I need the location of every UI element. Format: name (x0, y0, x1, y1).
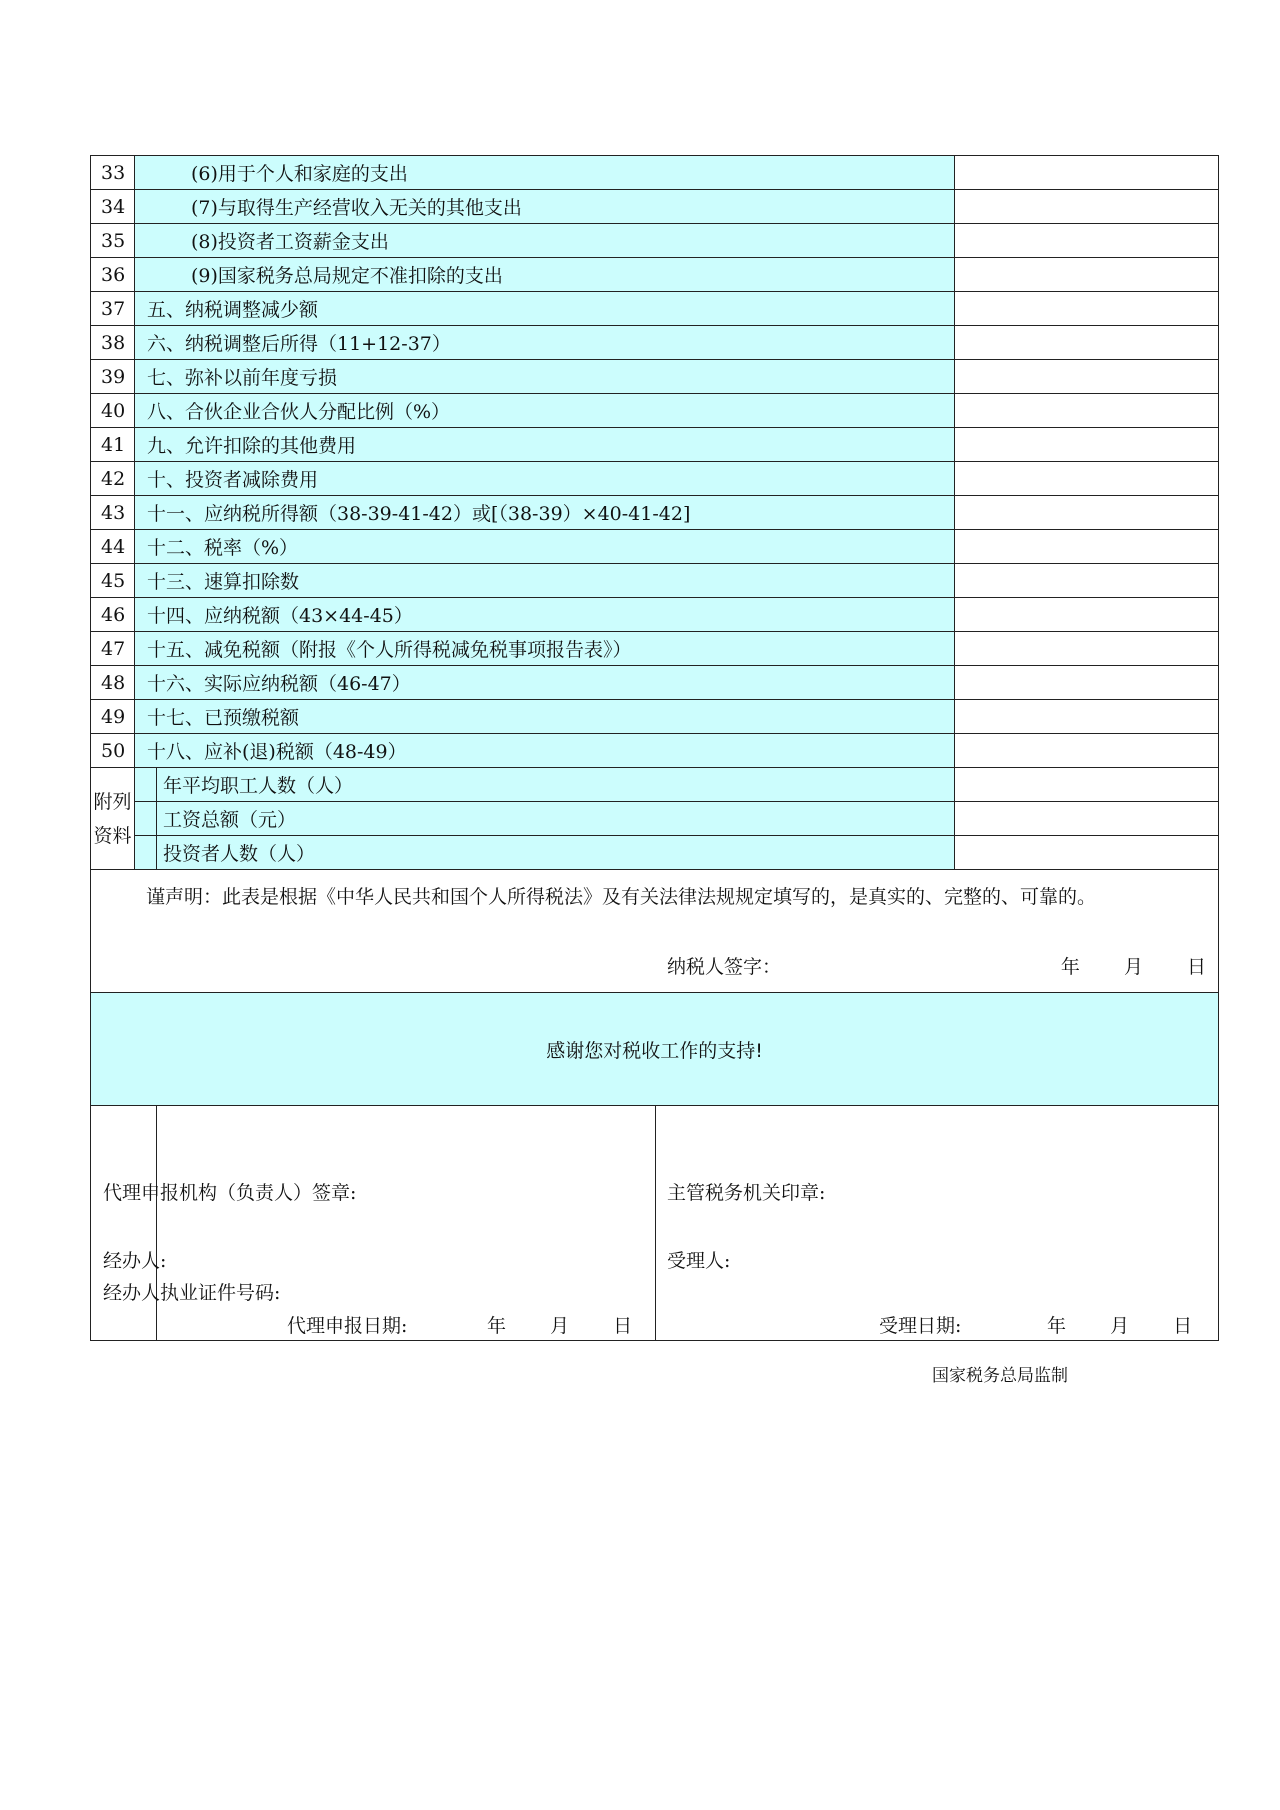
row-value-cell[interactable] (955, 564, 1219, 598)
day-label: 日 (1187, 956, 1207, 978)
row-value-cell[interactable] (955, 326, 1219, 360)
row-number: 42 (91, 462, 135, 496)
item-rows (91, 156, 1219, 768)
row-number: 36 (91, 258, 135, 292)
handler-cert-label: 经办人执业证件号码: (103, 1282, 281, 1304)
attached-label-2: 资料 (93, 824, 132, 847)
row-value-cell[interactable] (955, 666, 1219, 700)
row-value-cell[interactable] (955, 734, 1219, 768)
row-value-cell[interactable] (955, 428, 1219, 462)
table-row (91, 224, 1219, 258)
form-table (90, 155, 1219, 1341)
row-label: (7)与取得生产经营收入无关的其他支出 (135, 190, 955, 224)
tax-office-block (655, 1106, 1219, 1340)
attached-section (91, 768, 1219, 870)
row-label: 十一、应纳税所得额（38-39-41-42）或[（38-39）×40-41-42] (135, 496, 955, 530)
row-number: 50 (91, 734, 135, 768)
row-value-cell[interactable] (955, 292, 1219, 326)
tax-form (90, 155, 1218, 1341)
month-label: 月 (1110, 1315, 1130, 1337)
receiver-label: 受理人: (667, 1250, 731, 1272)
table-row (91, 394, 1219, 428)
table-row (91, 496, 1219, 530)
row-value-cell[interactable] (955, 258, 1219, 292)
day-label: 日 (613, 1315, 633, 1337)
row-number: 39 (91, 360, 135, 394)
attached-label-1: 附列 (93, 790, 132, 813)
table-row (91, 632, 1219, 666)
table-row (91, 190, 1219, 224)
row-number: 43 (91, 496, 135, 530)
attached-side-label (91, 768, 135, 870)
attached-spacer (135, 802, 157, 836)
row-value-cell[interactable] (955, 190, 1219, 224)
row-number: 34 (91, 190, 135, 224)
row-value-cell[interactable] (955, 360, 1219, 394)
row-label: (8)投资者工资薪金支出 (135, 224, 955, 258)
row-number: 49 (91, 700, 135, 734)
year-label: 年 (487, 1315, 507, 1337)
attached-value-cell[interactable] (955, 802, 1219, 836)
row-number: 48 (91, 666, 135, 700)
row-number: 47 (91, 632, 135, 666)
row-value-cell[interactable] (955, 496, 1219, 530)
row-value-cell[interactable] (955, 156, 1219, 190)
row-label: 十六、实际应纳税额（46-47） (135, 666, 955, 700)
row-number: 46 (91, 598, 135, 632)
row-label: 八、合伙企业合伙人分配比例（%） (135, 394, 955, 428)
row-number: 41 (91, 428, 135, 462)
row-label: (6)用于个人和家庭的支出 (135, 156, 955, 190)
row-number: 35 (91, 224, 135, 258)
row-label: 五、纳税调整减少额 (135, 292, 955, 326)
table-row (91, 598, 1219, 632)
declaration-section (91, 870, 1219, 1341)
agent-block (91, 1106, 656, 1340)
row-value-cell[interactable] (955, 394, 1219, 428)
row-value-cell[interactable] (955, 598, 1219, 632)
handler-label: 经办人: (103, 1250, 167, 1272)
year-label: 年 (1047, 1315, 1067, 1337)
attached-item-label: 工资总额（元） (157, 802, 955, 836)
row-label: 十七、已预缴税额 (135, 700, 955, 734)
signature-area (103, 1106, 1219, 1341)
declaration-statement: 谨声明：此表是根据《中华人民共和国个人所得税法》及有关法律法规规定填写的，是真实的、完整的、可靠的。 (146, 886, 1097, 908)
row-label: 十八、应补(退)税额（48-49） (135, 734, 955, 768)
year-label: 年 (1060, 956, 1080, 978)
row-label: 九、允许扣除的其他费用 (135, 428, 955, 462)
footer-issuer: 国家税务总局监制 (932, 1366, 1068, 1386)
row-label: 七、弥补以前年度亏损 (135, 360, 955, 394)
row-label: (9)国家税务总局规定不准扣除的支出 (135, 258, 955, 292)
row-label: 十、投资者减除费用 (135, 462, 955, 496)
row-label: 十三、速算扣除数 (135, 564, 955, 598)
row-label: 六、纳税调整后所得（11+12-37） (135, 326, 955, 360)
attached-spacer (135, 836, 157, 870)
row-value-cell[interactable] (955, 462, 1219, 496)
table-row (91, 258, 1219, 292)
row-value-cell[interactable] (955, 700, 1219, 734)
table-row (91, 700, 1219, 734)
declaration-cell (91, 870, 1219, 993)
table-row (91, 666, 1219, 700)
table-row (91, 462, 1219, 496)
attached-item-label: 年平均职工人数（人） (157, 768, 955, 802)
row-label: 十五、减免税额（附报《个人所得税减免税事项报告表》） (135, 632, 955, 666)
row-value-cell[interactable] (955, 632, 1219, 666)
row-label: 十四、应纳税额（43×44-45） (135, 598, 955, 632)
row-number: 45 (91, 564, 135, 598)
declaration-date (1023, 952, 1206, 979)
table-row (91, 428, 1219, 462)
row-number: 38 (91, 326, 135, 360)
tax-office-seal-label: 主管税务机关印章: (667, 1182, 826, 1204)
table-row (91, 360, 1219, 394)
table-row (91, 326, 1219, 360)
row-number: 37 (91, 292, 135, 326)
table-row (91, 564, 1219, 598)
receive-date (1009, 1311, 1192, 1338)
day-label: 日 (1173, 1315, 1193, 1337)
month-label: 月 (1123, 956, 1143, 978)
agent-org-label: 代理申报机构（负责人）签章: (103, 1182, 357, 1204)
row-value-cell[interactable] (955, 530, 1219, 564)
table-row (91, 156, 1219, 190)
row-value-cell[interactable] (955, 224, 1219, 258)
taxpayer-signature-label: 纳税人签字： (667, 956, 782, 978)
attached-item-label: 投资者人数（人） (157, 836, 955, 870)
attached-value-cell[interactable] (955, 836, 1219, 870)
row-number: 33 (91, 156, 135, 190)
month-label: 月 (550, 1315, 570, 1337)
thanks-banner: 感谢您对税收工作的支持! (91, 993, 1219, 1106)
attached-value-cell[interactable] (955, 768, 1219, 802)
row-number: 40 (91, 394, 135, 428)
table-row (91, 734, 1219, 768)
receive-date-label: 受理日期: (879, 1315, 962, 1337)
attached-spacer (135, 768, 157, 802)
row-number: 44 (91, 530, 135, 564)
agent-date (449, 1311, 632, 1338)
table-row (91, 292, 1219, 326)
agent-date-label: 代理申报日期: (287, 1315, 408, 1337)
table-row (91, 530, 1219, 564)
row-label: 十二、税率（%） (135, 530, 955, 564)
